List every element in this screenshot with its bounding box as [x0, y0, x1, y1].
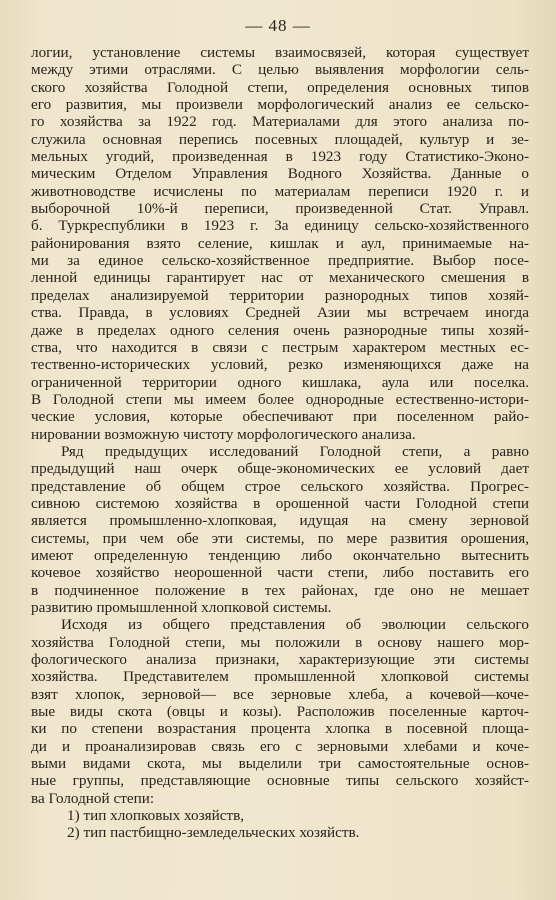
text-line: предыдущий наш очерк обще-экономических ее условий дает	[31, 460, 529, 478]
text-line: мическим Отделом Управления Водного Хозяйства. Данные о	[31, 165, 529, 183]
text-line: хозяйства. Представителем промышленной хлопковой системы	[31, 668, 529, 686]
list-item: 1) тип хлопковых хозяйств,	[67, 807, 245, 825]
text-line: ди и проанализировав связь его с зерновыми хлебами и коче-	[31, 737, 529, 755]
text-line: Ряд предыдущих исследований Голодной степи, а равно	[61, 442, 529, 460]
text-line: служила основная перепись посевных площадей, культур и зе-	[31, 130, 529, 148]
page-number: — 48 —	[245, 16, 311, 35]
text-line: ленной единицы гарантирует нас от механического смешения в	[31, 269, 529, 287]
text-line: взят хлопок, зерновой— все зерновые хлеба, а кочевой—коче-	[31, 685, 529, 703]
text-line: развитию промышленной хлопковой системы.	[31, 599, 332, 616]
text-line: ческие условия, которые обеспечивают при поселенном райо-	[31, 408, 529, 426]
text-line: между этими отраслями. С целью выявления морфологии сель-	[31, 61, 529, 79]
text-line: его развития, мы произвели морфологический анализ ее сельско-	[31, 96, 529, 114]
text-line: логии, установление системы взаимосвязей, которая существует	[31, 44, 529, 61]
text-line: кочевое хозяйство неорошенной части степи, либо поставить его	[31, 564, 529, 582]
list-item: 2) тип пастбищно-земледельческих хозяйств.	[67, 824, 360, 842]
text-line: б. Туркреспублики в 1923 г. За единицу сельско-хозяйственного	[31, 217, 529, 235]
text-line: ограниченной территории одного кишлака, аула или поселка.	[31, 373, 529, 391]
text-line: мельных угодий, произведенная в 1923 году Статистико-Эконо-	[31, 148, 529, 166]
text-line: ства, что находится в связи с пестрым характером местных ес-	[31, 338, 529, 356]
text-line: выборочной 10%-й переписи, произведенной Стат. Управл.	[31, 200, 529, 218]
text-line: пределах анализируемой территории разнородных типов хозяй-	[31, 286, 529, 304]
text-line: представление об общем строе сельского хозяйства. Прогрес-	[31, 477, 529, 495]
text-line: ные группы, представляющие основные типы сельского хозяйст-	[31, 772, 529, 790]
text-line: Исходя из общего представления об эволюции сельского	[61, 616, 529, 634]
text-line: хозяйства Голодной степи, мы положили в основу нашего мор-	[31, 633, 529, 651]
text-line: ского хозяйства Голодной степи, определения основных типов	[31, 78, 529, 96]
text-line: вые виды скота (овцы и козы). Расположив поселенные карточ-	[31, 703, 529, 721]
text-line: ва Голодной степи:	[31, 789, 155, 807]
text-line: го хозяйства за 1922 год. Материалами для этого анализа по-	[31, 113, 529, 131]
text-line: районирования взято селение, кишлак и аул, принимаемые на-	[31, 234, 529, 252]
text-line: ки по степени возрастания процента хлопка в посевной площа-	[31, 720, 529, 738]
text-line: сивною системою хозяйства в орошенной части Голодной степи	[31, 494, 529, 512]
text-line: фологического анализа признаки, характеризующие эти системы	[31, 651, 529, 669]
text-line: ми за единое сельско-хозяйственное предприятие. Выбор посе-	[31, 252, 529, 270]
text-line: В Голодной степи мы имеем более однородные естественно-истори-	[31, 390, 529, 408]
text-line: выми видами скота, мы выделили три самостоятельные основ-	[31, 755, 529, 773]
text-line: тественно-исторических условий, резко изменяющихся даже на	[31, 356, 529, 374]
text-line: животноводстве исчислены по материалам переписи 1920 г. и	[31, 182, 529, 200]
text-line: нировании возможную чистоту морфологического анализа.	[31, 425, 416, 443]
text-line: в подчиненное положение в тех районах, где оно не мешает	[31, 581, 529, 599]
text-line: имеют определенную тенденцию либо окончательно вытеснить	[31, 546, 529, 564]
body-text	[31, 44, 529, 842]
text-line: является промышленно-хлопковая, идущая на смену зерновой	[31, 512, 529, 530]
text-line: ства. Правда, в условиях Средней Азии мы встречаем иногда	[31, 304, 529, 322]
text-line: даже в пределах одного селения очень разнородные типы хозяй-	[31, 321, 529, 339]
text-line: системы, при чем обе эти системы, по мере развития орошения,	[31, 529, 529, 547]
